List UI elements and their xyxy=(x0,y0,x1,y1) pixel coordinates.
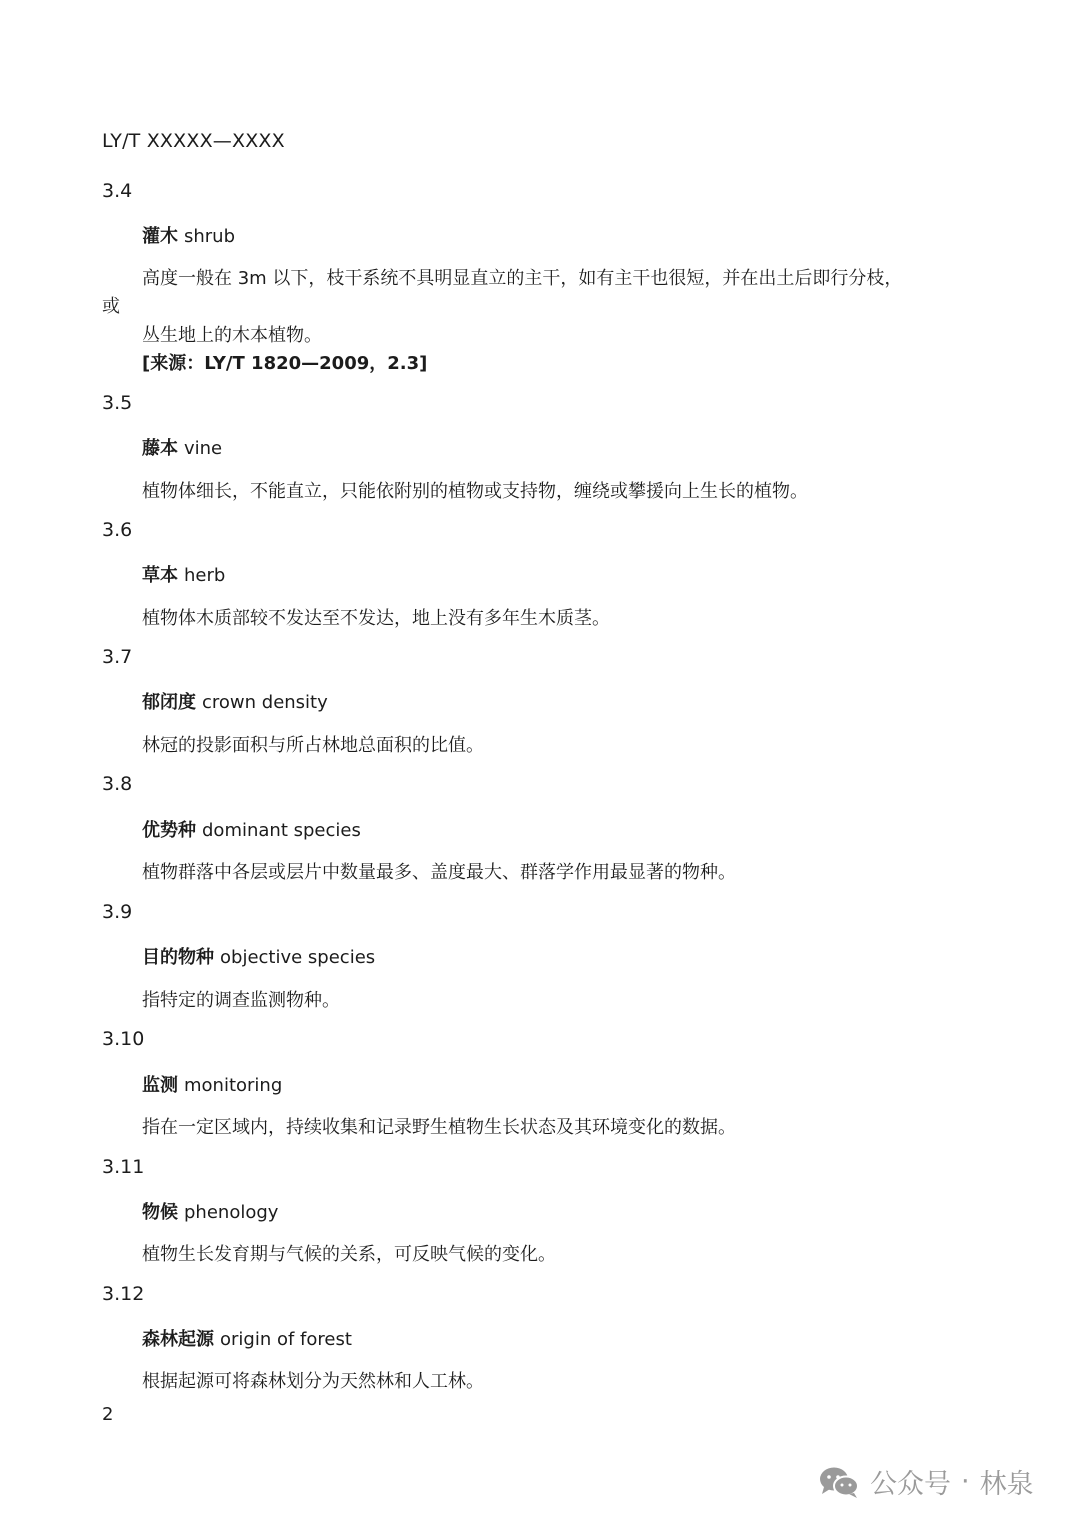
page-number: 2 xyxy=(102,1404,114,1425)
term-heading xyxy=(142,222,235,248)
clause-number: 3.11 xyxy=(102,1156,145,1178)
clause-number: 3.7 xyxy=(102,646,133,668)
term-english: shrub xyxy=(184,226,236,247)
term-chinese: 灌木 xyxy=(142,226,178,247)
wechat-icon xyxy=(818,1465,860,1499)
watermark-account: 林泉 xyxy=(979,1469,1034,1500)
clause-number: 3.5 xyxy=(102,392,133,414)
term-chinese: 草本 xyxy=(142,565,178,586)
term-definition: 高度一般在 3m 以下，枝干系统不具明显直立的主干，如有主干也很短，并在出土后即行分枝， xyxy=(142,268,903,289)
clause-number: 3.6 xyxy=(102,519,133,541)
term-definition: 植物群落中各层或层片中数量最多、盖度最大、群落学作用最显著的物种。 xyxy=(142,862,736,883)
watermark-label: 公众号 xyxy=(870,1469,951,1500)
term-chinese: 目的物种 xyxy=(142,947,214,968)
term-chinese: 藤本 xyxy=(142,438,178,459)
term-chinese: 优势种 xyxy=(142,820,196,841)
term-definition: 根据起源可将森林划分为天然林和人工林。 xyxy=(142,1371,484,1392)
term-definition: 植物生长发育期与气候的关系，可反映气候的变化。 xyxy=(142,1244,556,1265)
clause-number: 3.4 xyxy=(102,180,133,202)
term-english: vine xyxy=(184,438,223,459)
term-definition-wrap: 或 xyxy=(102,296,120,317)
term-definition: 指特定的调查监测物种。 xyxy=(142,990,340,1011)
term-chinese: 森林起源 xyxy=(142,1329,214,1350)
term-english: objective species xyxy=(220,947,376,968)
clause-number: 3.9 xyxy=(102,901,133,923)
term-heading xyxy=(142,434,222,460)
clause-number: 3.12 xyxy=(102,1283,145,1305)
term-definition-line2: 丛生地上的木本植物。 xyxy=(142,325,322,346)
term-definition: 植物体细长，不能直立，只能依附别的植物或支持物，缠绕或攀援向上生长的植物。 xyxy=(142,481,808,502)
term-heading xyxy=(142,1071,282,1097)
term-heading xyxy=(142,816,361,842)
term-source: [来源：LY/T 1820—2009，2.3] xyxy=(142,353,428,374)
term-definition: 植物体木质部较不发达至不发达，地上没有多年生木质茎。 xyxy=(142,608,610,629)
clause-number: 3.10 xyxy=(102,1028,145,1050)
term-english: monitoring xyxy=(184,1075,283,1096)
term-chinese: 郁闭度 xyxy=(142,692,196,713)
term-heading xyxy=(142,1325,352,1351)
standard-code-header: LY/T XXXXX—XXXX xyxy=(102,130,285,152)
term-english: crown density xyxy=(202,692,328,713)
watermark-separator: · xyxy=(961,1466,970,1497)
watermark xyxy=(818,1462,1034,1501)
term-definition: 指在一定区域内，持续收集和记录野生植物生长状态及其环境变化的数据。 xyxy=(142,1117,736,1138)
term-english: origin of forest xyxy=(220,1329,352,1350)
term-chinese: 物候 xyxy=(142,1202,178,1223)
term-heading xyxy=(142,943,375,969)
term-definition: 林冠的投影面积与所占林地总面积的比值。 xyxy=(142,735,484,756)
term-english: herb xyxy=(184,565,226,586)
term-heading xyxy=(142,1198,278,1224)
term-heading xyxy=(142,561,225,587)
clause-number: 3.8 xyxy=(102,773,133,795)
term-english: dominant species xyxy=(202,820,361,841)
term-chinese: 监测 xyxy=(142,1075,178,1096)
term-heading xyxy=(142,688,328,714)
term-english: phenology xyxy=(184,1202,279,1223)
